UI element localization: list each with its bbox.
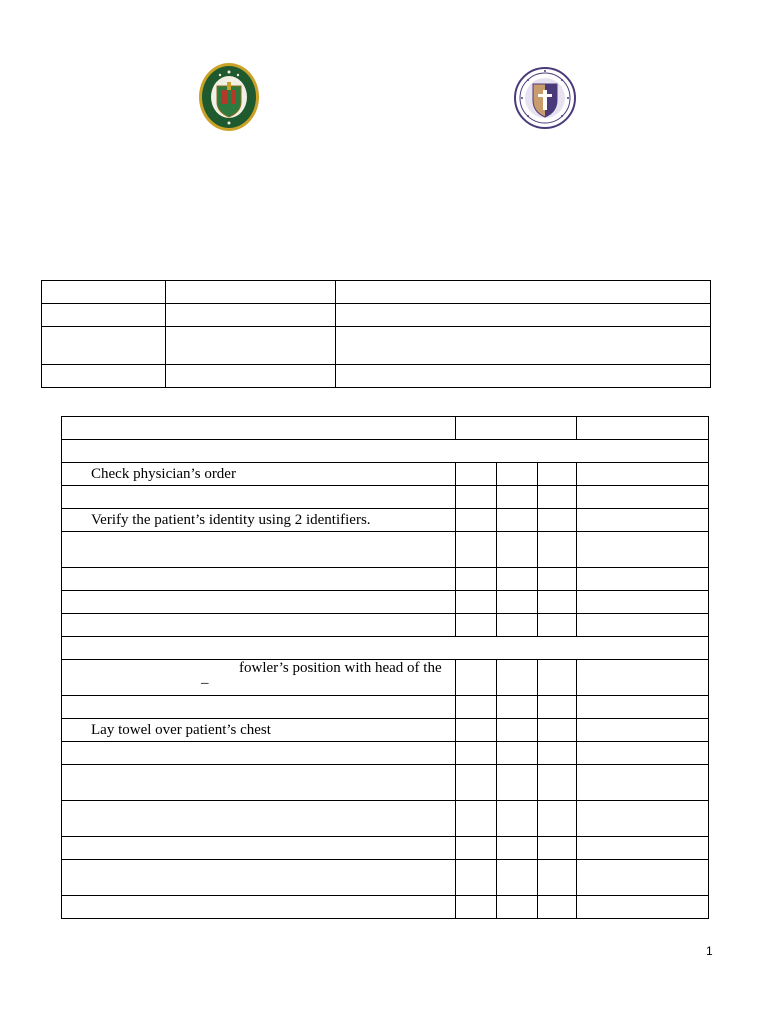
rating-cell[interactable] (456, 532, 497, 568)
step-cell (62, 742, 456, 765)
university-seal-right-icon (514, 66, 576, 130)
remarks-cell[interactable] (577, 660, 709, 696)
section-cell (62, 440, 709, 463)
checklist-header-row (62, 417, 709, 440)
university-seal-left-icon (198, 62, 260, 132)
rating-cell[interactable] (456, 742, 497, 765)
remarks-cell[interactable] (577, 742, 709, 765)
rating-cell[interactable] (538, 486, 577, 509)
step-verify-identity: Verify the patient’s identity using 2 identifiers. (62, 509, 456, 532)
rating-cell[interactable] (538, 463, 577, 486)
table-row (62, 568, 709, 591)
rating-cell[interactable] (497, 860, 538, 896)
rating-cell[interactable] (538, 860, 577, 896)
section-row (62, 637, 709, 660)
section-row (62, 440, 709, 463)
rating-cell[interactable] (538, 568, 577, 591)
info-cell[interactable] (336, 365, 711, 388)
page-number: 1 (706, 944, 713, 958)
rating-cell[interactable] (538, 532, 577, 568)
info-row (42, 327, 711, 365)
step-cell (62, 801, 456, 837)
rating-cell[interactable] (497, 509, 538, 532)
rating-cell[interactable] (538, 660, 577, 696)
table-row (62, 660, 709, 696)
step-cell (62, 532, 456, 568)
info-row (42, 304, 711, 327)
step-fowlers-text: fowler’s position with head of the (239, 660, 442, 676)
table-row (62, 896, 709, 919)
table-row (62, 837, 709, 860)
info-cell[interactable] (42, 304, 166, 327)
rating-cell[interactable] (456, 719, 497, 742)
table-row (62, 860, 709, 896)
remarks-cell[interactable] (577, 801, 709, 837)
rating-cell[interactable] (456, 591, 497, 614)
rating-cell[interactable] (456, 860, 497, 896)
rating-cell[interactable] (497, 614, 538, 637)
info-cell[interactable] (166, 327, 336, 365)
table-row (62, 765, 709, 801)
rating-cell[interactable] (538, 509, 577, 532)
rating-cell[interactable] (456, 486, 497, 509)
rating-cell[interactable] (456, 765, 497, 801)
rating-cell[interactable] (456, 660, 497, 696)
step-cell (62, 591, 456, 614)
table-row (62, 742, 709, 765)
rating-cell[interactable] (497, 696, 538, 719)
step-cell (62, 860, 456, 896)
rating-cell[interactable] (497, 719, 538, 742)
rating-cell[interactable] (456, 801, 497, 837)
rating-cell[interactable] (538, 719, 577, 742)
table-row (62, 614, 709, 637)
rating-cell[interactable] (497, 765, 538, 801)
rating-cell[interactable] (456, 896, 497, 919)
info-cell[interactable] (166, 281, 336, 304)
rating-cell[interactable] (497, 463, 538, 486)
step-check-order: Check physician’s order (62, 463, 456, 486)
remarks-cell[interactable] (577, 837, 709, 860)
remarks-cell[interactable] (577, 532, 709, 568)
remarks-cell[interactable] (577, 860, 709, 896)
step-cell (62, 896, 456, 919)
info-cell[interactable] (336, 327, 711, 365)
rating-cell[interactable] (497, 837, 538, 860)
rating-cell[interactable] (538, 896, 577, 919)
rating-cell[interactable] (456, 614, 497, 637)
info-row (42, 281, 711, 304)
rating-cell[interactable] (456, 509, 497, 532)
remarks-cell[interactable] (577, 509, 709, 532)
rating-cell[interactable] (456, 568, 497, 591)
header-cell-procedure (62, 417, 456, 440)
rating-cell[interactable] (538, 837, 577, 860)
rating-cell[interactable] (538, 742, 577, 765)
rating-cell[interactable] (538, 591, 577, 614)
info-table (41, 280, 711, 388)
rating-cell[interactable] (456, 696, 497, 719)
remarks-cell[interactable] (577, 765, 709, 801)
remarks-cell[interactable] (577, 486, 709, 509)
table-row (62, 719, 709, 742)
remarks-cell[interactable] (577, 591, 709, 614)
info-cell[interactable] (42, 281, 166, 304)
rating-cell[interactable] (497, 591, 538, 614)
info-row (42, 365, 711, 388)
rating-cell[interactable] (497, 660, 538, 696)
remarks-cell[interactable] (577, 463, 709, 486)
section-cell (62, 637, 709, 660)
step-fowlers-position (62, 660, 456, 696)
info-cell[interactable] (336, 281, 711, 304)
table-row (62, 486, 709, 509)
rating-cell[interactable] (497, 896, 538, 919)
step-fowlers-dash: – (201, 675, 209, 691)
info-cell[interactable] (166, 304, 336, 327)
remarks-cell[interactable] (577, 568, 709, 591)
rating-cell[interactable] (497, 568, 538, 591)
info-cell[interactable] (336, 304, 711, 327)
rating-cell[interactable] (456, 463, 497, 486)
rating-cell[interactable] (538, 696, 577, 719)
remarks-cell[interactable] (577, 614, 709, 637)
procedure-checklist-table (61, 416, 709, 919)
rating-cell[interactable] (497, 742, 538, 765)
table-row (62, 591, 709, 614)
step-lay-towel: Lay towel over patient’s chest (62, 719, 456, 742)
rating-cell[interactable] (538, 801, 577, 837)
remarks-cell[interactable] (577, 719, 709, 742)
table-row (62, 509, 709, 532)
rating-cell[interactable] (538, 765, 577, 801)
table-row (62, 532, 709, 568)
table-row (62, 696, 709, 719)
step-cell (62, 837, 456, 860)
table-row (62, 463, 709, 486)
rating-cell[interactable] (497, 801, 538, 837)
remarks-cell[interactable] (577, 696, 709, 719)
remarks-cell[interactable] (577, 896, 709, 919)
step-cell (62, 765, 456, 801)
info-cell[interactable] (166, 365, 336, 388)
rating-cell[interactable] (456, 837, 497, 860)
table-row (62, 801, 709, 837)
step-cell (62, 614, 456, 637)
rating-cell[interactable] (538, 614, 577, 637)
header-cell-rating (456, 417, 577, 440)
rating-cell[interactable] (497, 486, 538, 509)
info-cell[interactable] (42, 327, 166, 365)
info-cell[interactable] (42, 365, 166, 388)
step-cell (62, 568, 456, 591)
rating-cell[interactable] (497, 532, 538, 568)
step-cell (62, 486, 456, 509)
step-cell (62, 696, 456, 719)
header-cell-remarks (577, 417, 709, 440)
